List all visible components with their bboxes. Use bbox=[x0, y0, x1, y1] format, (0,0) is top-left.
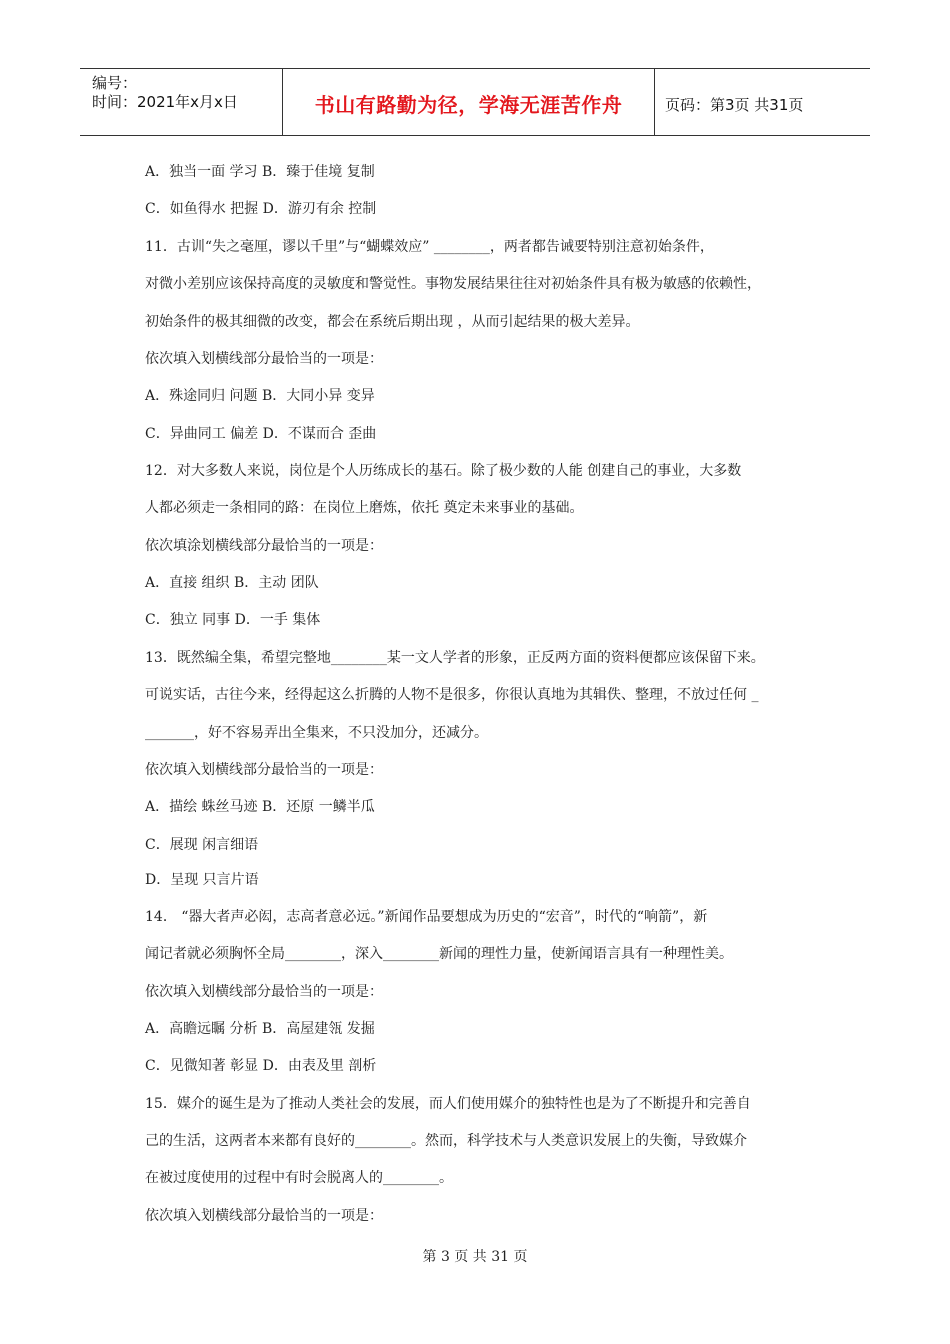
page-code: 页码：第3页 共31页 bbox=[665, 96, 804, 114]
text-line: A．殊途同归 问题 B．大同小异 变异 bbox=[145, 388, 375, 404]
date-label: 时间：2021年x月x日 bbox=[92, 93, 238, 111]
text-line: 依次填入划横线部分最恰当的一项是： bbox=[145, 1208, 383, 1224]
text-line: 依次填涂划横线部分最恰当的一项是： bbox=[145, 538, 383, 554]
text-line: C．如鱼得水 把握 D．游刃有余 控制 bbox=[145, 201, 377, 217]
text-line: _______，好不容易弄出全集来，不只没加分，还减分。 bbox=[145, 725, 488, 741]
text-line: 13．既然编全集，希望完整地________某一文人学者的形象，正反两方面的资料便都应该保留下来。 bbox=[145, 650, 765, 666]
header-table bbox=[80, 68, 870, 136]
text-line: 初始条件的极其细微的改变，都会在系统后期出现 ，从而引起结果的极大差异。 bbox=[145, 314, 640, 330]
header-info-cell bbox=[80, 69, 282, 135]
header-slogan-cell bbox=[282, 69, 655, 135]
header-page-cell bbox=[655, 69, 870, 135]
text-line: 在被过度使用的过程中有时会脱离人的________。 bbox=[145, 1170, 453, 1186]
text-line: 11．古训“失之毫厘，谬以千里”与“蝴蝶效应” ________，两者都告诫要特别注意初始条件， bbox=[145, 239, 714, 255]
slogan-text: 书山有路勤为径，学海无涯苦作舟 bbox=[314, 93, 623, 117]
text-line: 14． “器大者声必闳，志高者意必远。”新闻作品要想成为历史的“宏音”，时代的“响箭”，新 bbox=[145, 909, 708, 925]
text-line: A．独当一面 学习 B．臻于佳境 复制 bbox=[145, 164, 375, 180]
text-line: 依次填入划横线部分最恰当的一项是： bbox=[145, 351, 383, 367]
page-footer: 第 3 页 共 31 页 bbox=[422, 1249, 528, 1265]
text-line: 依次填入划横线部分最恰当的一项是： bbox=[145, 762, 383, 778]
text-line: C．异曲同工 偏差 D．不谋而合 歪曲 bbox=[145, 426, 377, 442]
text-line: 人都必须走一条相同的路：在岗位上磨炼，依托 奠定未来事业的基础。 bbox=[145, 500, 584, 516]
text-line: 15．媒介的诞生是为了推动人类社会的发展，而人们使用媒介的独特性也是为了不断提升和完善自 bbox=[145, 1096, 751, 1112]
text-line: 闻记者就必须胸怀全局________，深入________新闻的理性力量，使新闻语言具有一种理性美。 bbox=[145, 946, 733, 962]
number-label: 编号： bbox=[92, 74, 138, 92]
text-line: C．独立 同事 D．一手 集体 bbox=[145, 612, 321, 628]
text-line: A．高瞻远瞩 分析 B．高屋建瓴 发掘 bbox=[145, 1021, 375, 1037]
text-line: 依次填入划横线部分最恰当的一项是： bbox=[145, 984, 383, 1000]
text-line: A．直接 组织 B．主动 团队 bbox=[145, 575, 319, 591]
text-line: C．见微知著 彰显 D．由表及里 剖析 bbox=[145, 1058, 377, 1074]
text-line: 己的生活，这两者本来都有良好的________。然而，科学技术与人类意识发展上的失衡，导致媒介 bbox=[145, 1133, 747, 1149]
text-line: C．展现 闲言细语 bbox=[145, 837, 259, 853]
text-line: 对微小差别应该保持高度的灵敏度和警觉性。事物发展结果往往对初始条件具有极为敏感的依赖性， bbox=[145, 276, 761, 292]
text-line: 可说实话，古往今来，经得起这么折腾的人物不是很多，你很认真地为其辑佚、整理，不放过任何 _ bbox=[145, 687, 759, 703]
text-line: A．描绘 蛛丝马迹 B．还原 一鳞半瓜 bbox=[145, 799, 375, 815]
text-line: 12．对大多数人来说，岗位是个人历练成长的基石。除了极少数的人能 创建自己的事业，大多数 bbox=[145, 463, 742, 479]
text-line: D．呈现 只言片语 bbox=[145, 872, 259, 888]
